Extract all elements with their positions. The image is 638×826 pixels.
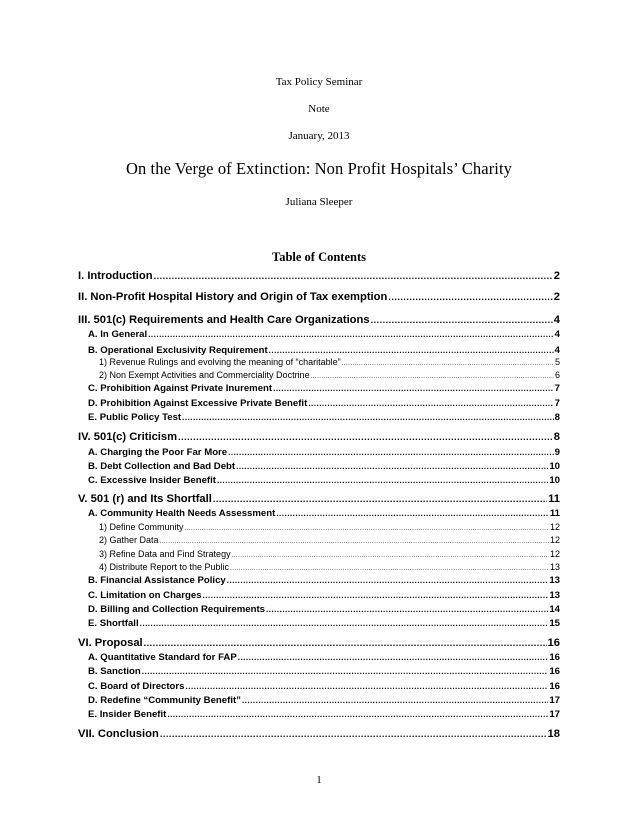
toc-dot-leader	[342, 361, 554, 367]
toc-entry-page: 7	[554, 383, 560, 394]
toc-entry-title: IV. 501(c) Criticism	[78, 431, 178, 443]
toc-dot-leader	[178, 432, 553, 442]
toc-entry[interactable]	[88, 709, 560, 720]
toc-entry[interactable]	[88, 345, 560, 356]
toc-dot-leader	[140, 619, 549, 628]
toc-dot-leader	[160, 539, 549, 545]
toc-entry-title: 3) Refine Data and Find Strategy	[99, 549, 231, 559]
toc-entry-page: 12	[549, 535, 560, 545]
toc-entry[interactable]	[88, 475, 560, 486]
toc-entry[interactable]	[88, 695, 560, 706]
toc-entry-title: V. 501 (r) and Its Shortfall	[78, 493, 212, 505]
toc-entry[interactable]	[88, 666, 560, 677]
toc-entry[interactable]	[88, 412, 560, 423]
toc-entry-title: 1) Revenue Rulings and evolving the meaning of “charitable”	[99, 357, 341, 367]
toc-entry-title: III. 501(c) Requirements and Health Care Organizations	[78, 314, 370, 326]
toc-entry-title: D. Redefine “Community Benefit”	[88, 695, 241, 706]
toc-entry-page: 14	[549, 604, 560, 615]
toc-dot-leader	[227, 576, 549, 585]
document-date: January, 2013	[288, 130, 350, 142]
toc-entry-title: A. Quantitative Standard for FAP	[88, 652, 237, 663]
toc-entry[interactable]	[99, 370, 560, 380]
toc-entry[interactable]	[88, 508, 560, 519]
toc-entry-title: C. Prohibition Against Private Inurement	[88, 383, 273, 394]
toc-entry-page: 8	[553, 431, 560, 443]
toc-entry[interactable]	[88, 618, 560, 629]
toc-entry-page: 4	[553, 314, 560, 326]
toc-entry-title: A. Charging the Poor Far More	[88, 447, 228, 458]
author-name: Juliana Sleeper	[285, 196, 353, 208]
toc-entry-page: 16	[549, 652, 560, 663]
toc-dot-leader	[242, 696, 548, 705]
toc-entry-page: 4	[554, 345, 560, 356]
toc-entry[interactable]	[88, 447, 560, 458]
toc-dot-leader	[232, 553, 549, 559]
toc-entry-title: C. Excessive Insider Benefit	[88, 475, 216, 486]
toc-entry-title: VII. Conclusion	[78, 728, 159, 740]
seminar-name: Tax Policy Seminar	[275, 76, 363, 88]
toc-entry[interactable]	[88, 383, 560, 394]
toc-dot-leader	[154, 271, 553, 281]
toc-entry-title: I. Introduction	[78, 270, 153, 282]
toc-dot-leader	[167, 710, 548, 719]
toc-entry-page: 4	[554, 329, 560, 340]
toc-dot-leader	[266, 605, 548, 614]
toc-entry-page: 16	[547, 637, 560, 649]
toc-entry[interactable]	[88, 681, 560, 692]
toc-entry-page: 16	[549, 681, 560, 692]
toc-dot-leader	[160, 729, 547, 739]
toc-entry-title: B. Debt Collection and Bad Debt	[88, 461, 236, 472]
toc-entry-page: 10	[549, 475, 560, 486]
toc-entry[interactable]	[78, 637, 560, 649]
toc-dot-leader	[269, 346, 554, 355]
toc-entry[interactable]	[88, 575, 560, 586]
toc-entry-page: 2	[553, 291, 560, 303]
toc-entry-title: E. Shortfall	[88, 618, 139, 629]
toc-entry-title: B. Operational Exclusivity Requirement	[88, 345, 268, 356]
toc-entry-page: 15	[549, 618, 560, 629]
toc-dot-leader	[371, 315, 553, 325]
toc-entry-title: 2) Non Exempt Activities and Commerciality Doctrine	[99, 370, 310, 380]
toc-entry-page: 13	[549, 575, 560, 586]
toc-entry-page: 6	[554, 370, 560, 380]
document-title: On the Verge of Extinction: Non Profit Hospitals’ Charity	[125, 159, 513, 178]
toc-dot-leader	[213, 494, 547, 504]
toc-entry-page: 13	[549, 562, 560, 572]
toc-entry-title: E. Public Policy Test	[88, 412, 182, 423]
toc-entry-title: 1) Define Community	[99, 522, 184, 532]
toc-entry-page: 5	[554, 357, 560, 367]
toc-entry[interactable]	[99, 535, 560, 545]
toc-dot-leader	[236, 462, 548, 471]
toc-entry[interactable]	[88, 398, 560, 409]
toc-dot-leader	[273, 384, 554, 393]
toc-entry-page: 8	[554, 412, 560, 423]
toc-entry-title: E. Insider Benefit	[88, 709, 167, 720]
toc-entry[interactable]	[78, 728, 560, 740]
toc-entry[interactable]	[78, 431, 560, 443]
toc-entry-title: C. Board of Directors	[88, 681, 185, 692]
toc-entry-title: D. Billing and Collection Requirements	[88, 604, 265, 615]
toc-dot-leader	[148, 330, 553, 339]
toc-entry-page: 12	[549, 549, 560, 559]
toc-entry-page: 11	[549, 508, 560, 519]
toc-entry[interactable]	[78, 291, 560, 303]
toc-dot-leader	[142, 667, 549, 676]
toc-dot-leader	[185, 526, 549, 532]
toc-entry-title: 2) Gather Data	[99, 535, 159, 545]
toc-dot-leader	[144, 638, 547, 648]
toc-entry[interactable]	[78, 493, 560, 505]
toc-entry[interactable]	[88, 329, 560, 340]
page-number: 1	[316, 774, 322, 786]
toc-dot-leader	[238, 653, 549, 662]
toc-entry-page: 10	[549, 461, 560, 472]
toc-entry-page: 17	[549, 709, 560, 720]
toc-entry[interactable]	[78, 270, 560, 282]
toc-entry[interactable]	[88, 604, 560, 615]
toc-dot-leader	[182, 413, 554, 422]
toc-dot-leader	[228, 448, 554, 457]
toc-entry[interactable]	[88, 590, 560, 601]
toc-entry[interactable]	[88, 461, 560, 472]
toc-entry[interactable]	[99, 522, 560, 532]
toc-dot-leader	[388, 292, 552, 302]
toc-entry[interactable]	[99, 357, 560, 367]
toc-entry-page: 2	[553, 270, 560, 282]
toc-entry[interactable]	[99, 562, 560, 572]
document-type: Note	[308, 103, 330, 115]
toc-dot-leader	[311, 374, 554, 380]
toc-dot-leader	[203, 591, 549, 600]
toc-dot-leader	[217, 476, 548, 485]
toc-dot-leader	[308, 399, 553, 408]
toc-dot-leader	[186, 682, 549, 691]
toc-entry[interactable]	[99, 549, 560, 559]
toc-entry-title: II. Non-Profit Hospital History and Origin of Tax exemption	[78, 291, 388, 303]
toc-entry-page: 13	[549, 590, 560, 601]
toc-entry-title: A. In General	[88, 329, 148, 340]
toc-entry-page: 16	[549, 666, 560, 677]
toc-entry-title: B. Sanction	[88, 666, 141, 677]
toc-entry-page: 9	[554, 447, 560, 458]
toc-entry-title: D. Prohibition Against Excessive Private Benefit	[88, 398, 308, 409]
toc-dot-leader	[276, 509, 549, 518]
toc-entry-title: C. Limitation on Charges	[88, 590, 202, 601]
toc-entry-title: 4) Distribute Report to the Public	[99, 562, 230, 572]
toc-entry-title: B. Financial Assistance Policy	[88, 575, 226, 586]
toc-entry-page: 17	[549, 695, 560, 706]
toc-entry-page: 12	[549, 522, 560, 532]
toc-entry-page: 7	[554, 398, 560, 409]
toc-dot-leader	[230, 566, 549, 572]
toc-entry[interactable]	[78, 314, 560, 326]
toc-entry[interactable]	[88, 652, 560, 663]
toc-entry-title: A. Community Health Needs Assessment	[88, 508, 276, 519]
toc-entry-page: 18	[547, 728, 560, 740]
toc-heading: Table of Contents	[272, 250, 366, 264]
toc-entry-page: 11	[548, 493, 560, 505]
toc-entry-title: VI. Proposal	[78, 637, 143, 649]
